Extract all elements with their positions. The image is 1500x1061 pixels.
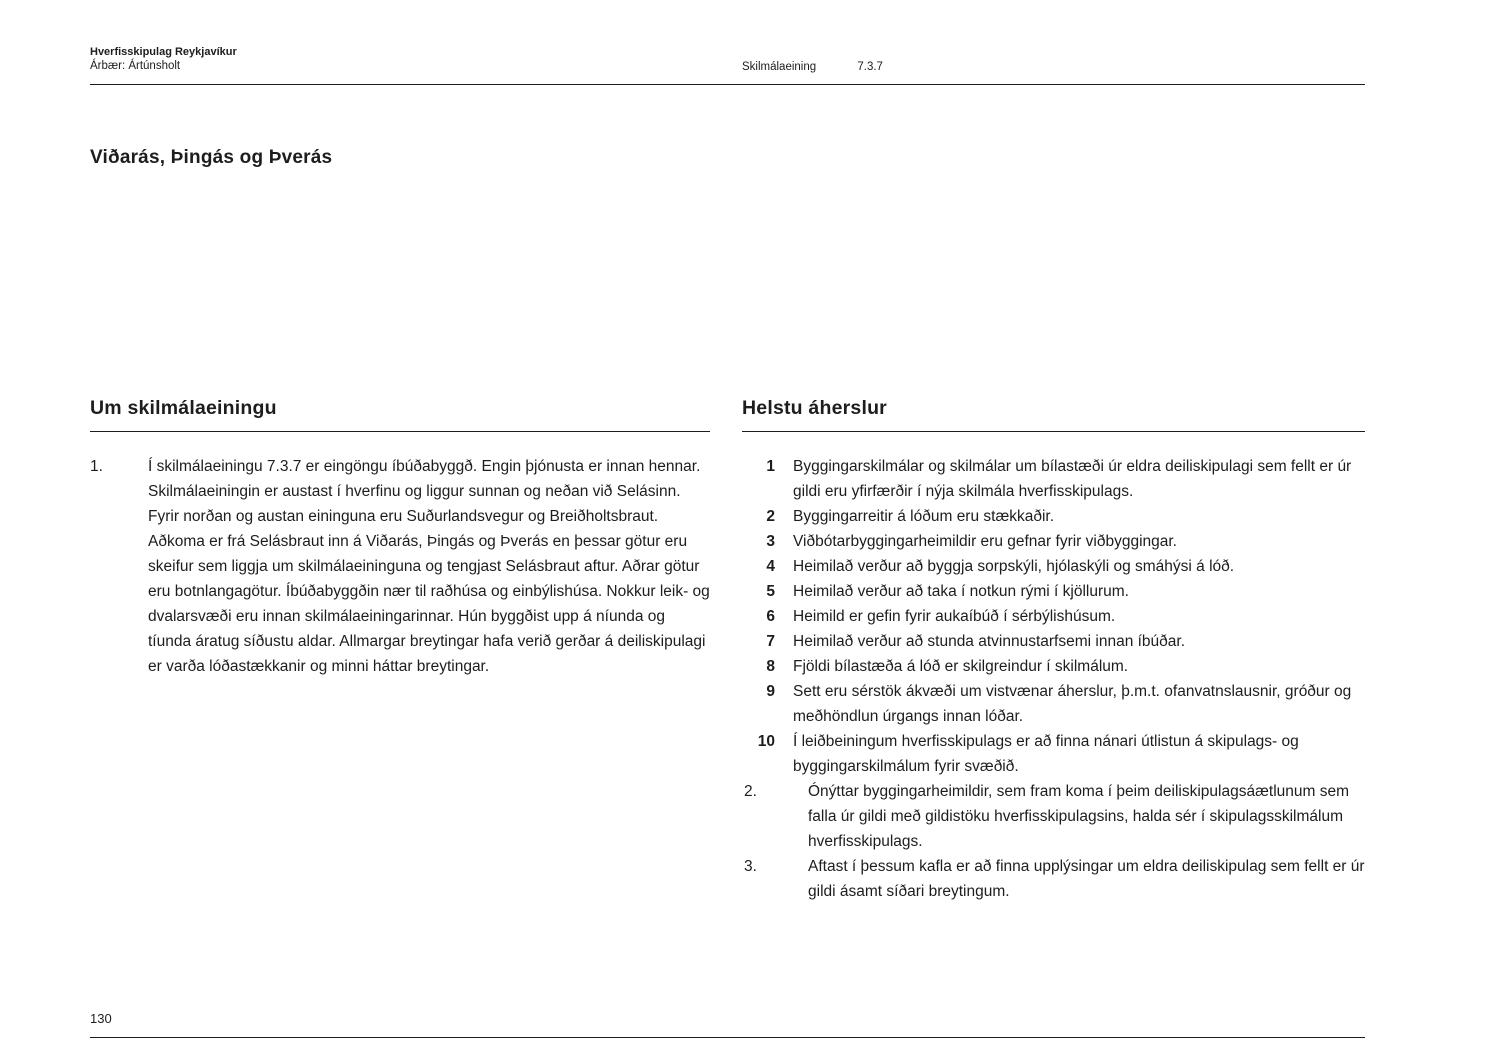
header-left-block <box>90 45 237 74</box>
highlight-number: 5 <box>766 583 775 600</box>
highlight-text: Í leiðbeiningum hverfisskipulags er að finna nánari útlistun á skipulags- og byggingarskilmálum fyrir svæðið. <box>793 733 1299 775</box>
document-header <box>90 0 1365 85</box>
highlight-item <box>742 679 1365 729</box>
highlight-text: Byggingarskilmálar og skilmálar um bílastæði úr eldra deiliskipulagi sem fellt er úr gildi eru yfirfærðir í nýja skilmála hverfisskipulags. <box>793 458 1352 500</box>
highlight-number: 6 <box>766 608 775 625</box>
highlights-heading: Helstu áherslur <box>742 397 1365 432</box>
highlight-number: 9 <box>766 683 775 700</box>
note-item <box>742 854 1365 904</box>
highlight-number: 4 <box>766 558 775 575</box>
highlight-item <box>742 729 1365 779</box>
unit-label: Skilmálaeining <box>742 61 817 73</box>
section-highlights <box>742 397 1365 904</box>
highlight-number: 8 <box>766 658 775 675</box>
highlight-text: Heimild er gefin fyrir aukaíbúð í sérbýlishúsum. <box>793 608 1116 625</box>
document-footer <box>90 1011 1365 1038</box>
highlight-number: 7 <box>766 633 775 650</box>
highlight-text: Sett eru sérstök ákvæði um vistvænar áherslur, þ.m.t. ofanvatnslausnir, gróður og meðhöndlun úrgangs innan lóðar. <box>793 683 1352 725</box>
highlight-number: 10 <box>757 733 775 750</box>
highlight-text: Heimilað verður að taka í notkun rými í kjöllurum. <box>793 583 1129 600</box>
highlight-item <box>742 654 1365 679</box>
note-text: Ónýttar byggingarheimildir, sem fram koma í þeim deiliskipulagsáætlunum sem falla úr gildi með gildistöku hverfisskipulagsins, halda sér í skipulagsskilmálum hverfisskipulags. <box>808 783 1349 850</box>
highlight-text: Fjöldi bílastæða á lóð er skilgreindur í skilmálum. <box>793 658 1129 675</box>
highlight-item <box>742 604 1365 629</box>
header-meta <box>742 61 883 73</box>
about-item <box>90 454 710 679</box>
highlight-item <box>742 454 1365 504</box>
note-number: 3. <box>744 858 757 875</box>
section-about <box>90 397 710 904</box>
highlight-number: 3 <box>766 533 775 550</box>
highlight-text: Heimilað verður að stunda atvinnustarfsemi innan íbúðar. <box>793 633 1186 650</box>
highlight-number: 1 <box>766 458 775 475</box>
note-text: Aftast í þessum kafla er að finna upplýsingar um eldra deiliskipulag sem fellt er úr gildi ásamt síðari breytingum. <box>808 858 1365 900</box>
about-item-text: Í skilmálaeiningu 7.3.7 er eingöngu íbúðabyggð. Engin þjónusta er innan hennar. Skilmálaeiningin er austast í hverfinu og liggur sunnan og neðan við Selásinn. Fyrir norðan og austan eininguna eru Suðurlandsvegur og Breiðholtsbraut. Aðkoma er frá Selásbraut inn á Viðarás, Þingás og Þverás en þessar götur eru skeifur sem liggja um skilmálaeininguna og tengjast Selásbraut aftur. Aðrar götur eru botnlangagötur. Íbúðabyggðin nær til raðhúsa og einbýlishúsa. Nokkur leik- og dvalarsvæði eru innan skilmálaeiningarinnar. Hún byggðist upp á níunda og tíunda áratug síðustu aldar. Allmargar breytingar hafa verið gerðar á deiliskipulagi er varða lóðastækkanir og minni háttar breytingar. <box>148 458 710 675</box>
highlight-item <box>742 579 1365 604</box>
highlight-item <box>742 529 1365 554</box>
highlight-text: Viðbótarbyggingarheimildir eru gefnar fyrir viðbyggingar. <box>793 533 1177 550</box>
unit-number: 7.3.7 <box>857 61 883 73</box>
district-subtitle: Árbær: Ártúnsholt <box>90 60 181 72</box>
highlight-item <box>742 504 1365 529</box>
highlight-number: 2 <box>766 508 775 525</box>
note-item <box>742 779 1365 854</box>
org-title: Hverfisskipulag Reykjavíkur <box>90 46 237 58</box>
content-columns <box>90 397 1365 904</box>
about-heading: Um skilmálaeiningu <box>90 397 710 432</box>
highlight-text: Heimilað verður að byggja sorpskýli, hjólaskýli og smáhýsi á lóð. <box>793 558 1235 575</box>
highlight-item <box>742 629 1365 654</box>
page-number: 130 <box>90 1011 112 1026</box>
note-number: 2. <box>744 783 757 800</box>
about-item-number: 1. <box>90 458 103 475</box>
page-title: Viðarás, Þingás og Þverás <box>90 147 333 168</box>
highlight-text: Byggingarreitir á lóðum eru stækkaðir. <box>793 508 1055 525</box>
highlight-item <box>742 554 1365 579</box>
